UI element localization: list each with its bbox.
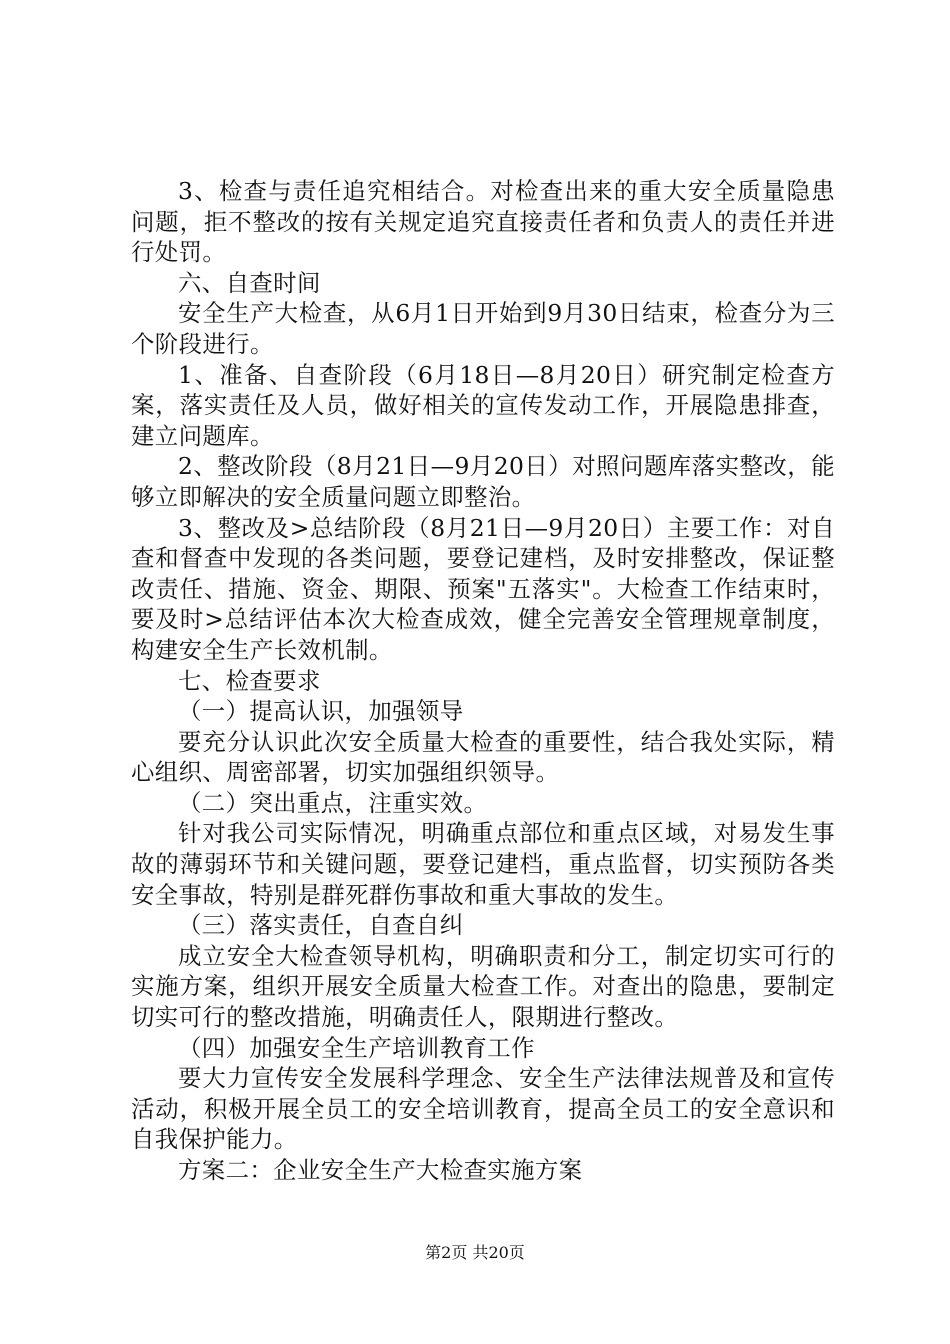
document-body [131, 176, 835, 1186]
paragraph-training: 要大力宣传安全发展科学理念、安全生产法律法规普及和宣传活动，积极开展全员工的安全培训教育，提高全员工的安全意识和自我保护能力。 [131, 1064, 835, 1154]
subheading-awareness-leadership: （一）提高认识，加强领导 [178, 697, 464, 726]
page-number-footer: 第2页 共20页 [425, 1243, 525, 1262]
paragraph-inspection-period: 安全生产大检查，从6月1日开始到9月30日结束，检查分为三个阶段进行。 [131, 299, 835, 358]
heading-inspection-requirements: 七、检查要求 [178, 666, 321, 695]
subheading-focus-effectiveness: （二）突出重点，注重实效。 [178, 788, 488, 817]
subheading-responsibility: （三）落实责任，自查自纠 [178, 911, 464, 940]
paragraph-responsibility: 成立安全大检查领导机构，明确职责和分工，制定切实可行的实施方案，组织开展安全质量大检查工作。对查出的隐患，要制定切实可行的整改措施，明确责任人，限期进行整改。 [131, 941, 835, 1032]
paragraph-awareness-leadership: 要充分认识此次安全质量大检查的重要性，结合我处实际，精心组织、周密部署，切实加强组织领导。 [131, 727, 835, 787]
subheading-training: （四）加强安全生产培训教育工作 [178, 1033, 535, 1062]
paragraph-stage-2: 2、整改阶段（8月21日—9月20日）对照问题库落实整改，能够立即解决的安全质量问题立即整治。 [131, 452, 835, 511]
paragraph-focus-effectiveness: 针对我公司实际情况，明确重点部位和重点区域，对易发生事故的薄弱环节和关键问题，要登记建档，重点监督，切实预防各类安全事故，特别是群死群伤事故和重大事故的发生。 [131, 819, 835, 909]
paragraph-stage-1: 1、准备、自查阶段（6月18日—8月20日）研究制定检查方案，落实责任及人员，做好相关的宣传发动工作，开展隐患排查，建立问题库。 [131, 360, 835, 450]
heading-self-inspection-time: 六、自查时间 [178, 268, 321, 297]
heading-plan-two: 方案二：企业安全生产大检查实施方案 [178, 1156, 583, 1184]
paragraph-stage-3: 3、整改及>总结阶段（8月21日—9月20日）主要工作：对自查和督查中发现的各类问题，要登记建档，及时安排整改，保证整改责任、措施、资金、期限、预案"五落实"。大检查工作结束时，要及时>总结评估本次大检查成效，健全完善安全管理规章制度，构建安全生产长效机制。 [131, 513, 835, 664]
paragraph-accountability: 3、检查与责任追究相结合。对检查出来的重大安全质量隐患问题，拒不整改的按有关规定追究直接责任者和负责人的责任并进行处罚。 [131, 177, 835, 267]
